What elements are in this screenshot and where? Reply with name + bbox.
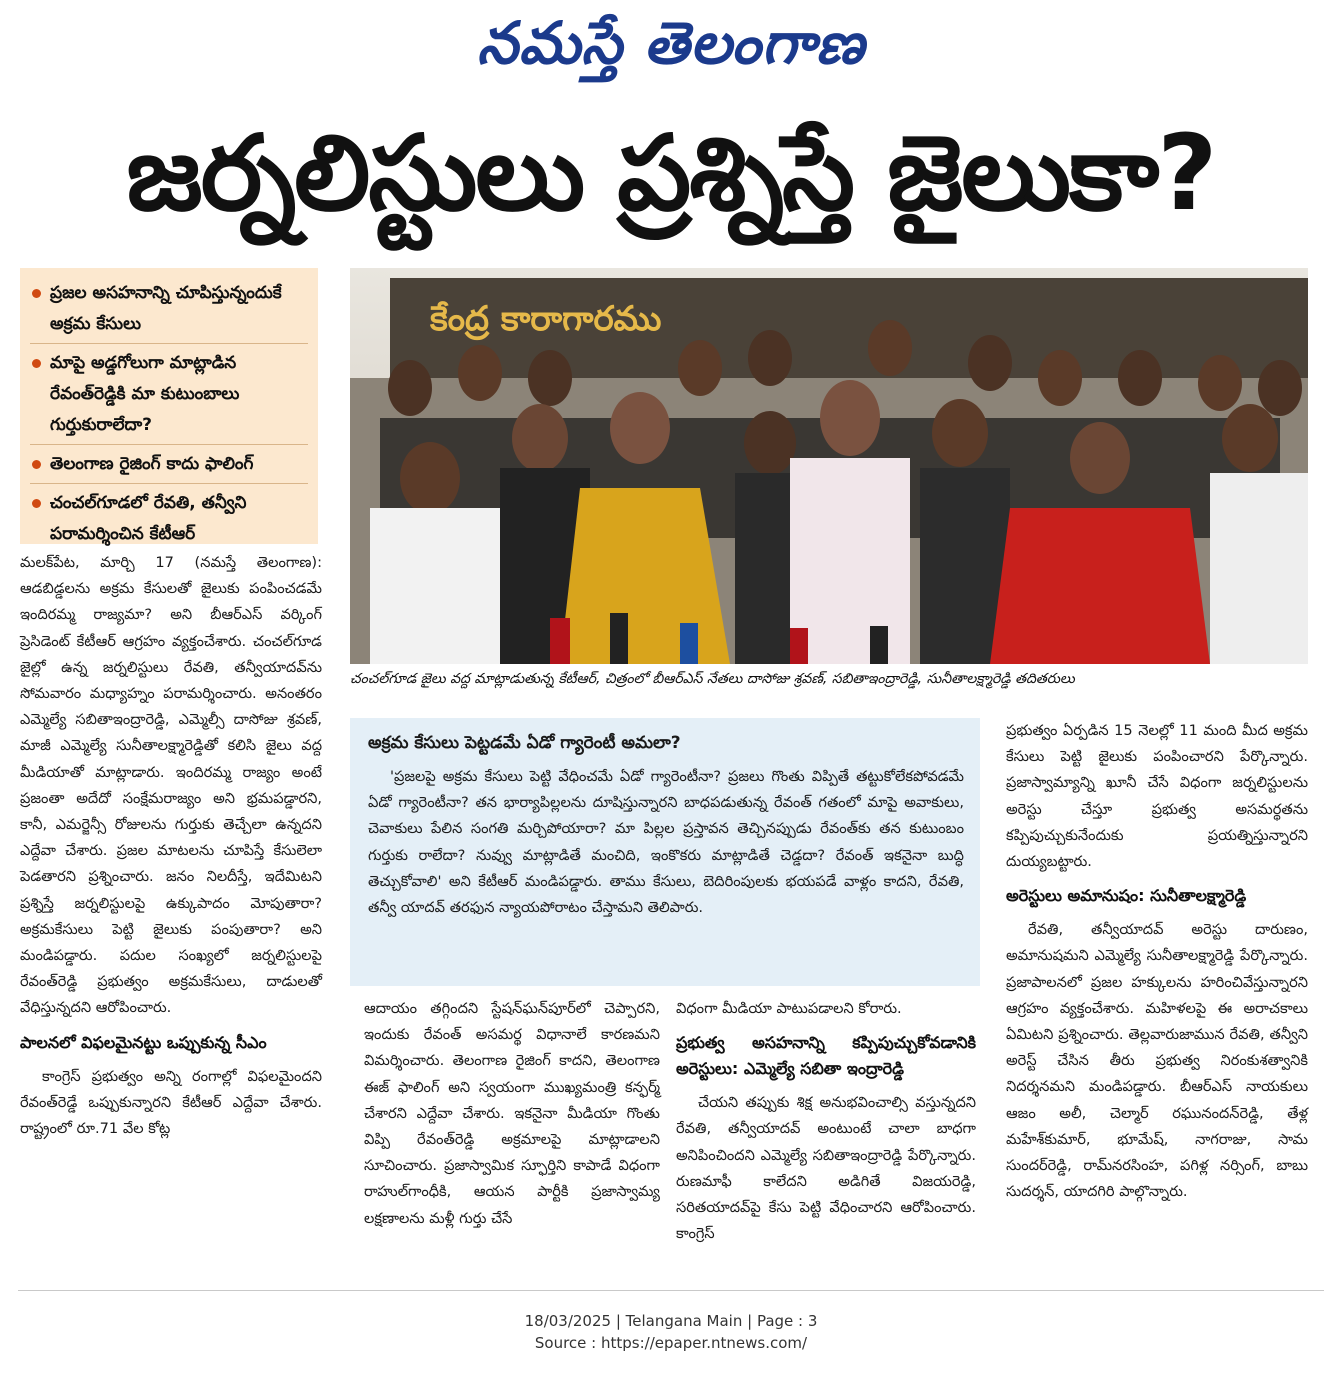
highlight-text: తెలంగాణ రైజింగ్ కాదు ఫాలింగ్	[50, 454, 254, 474]
article-column-2	[364, 996, 660, 1281]
news-photo	[350, 268, 1308, 664]
photo-caption: చంచల్‌గూడ జైలు వద్ద మాట్లాడుతున్న కేటీఆర్, చిత్రంలో బీఆర్‌ఎస్ నేతలు దాసోజు శ్రవణ్, సబితాఇంద్రారెడ్డి, సునీతాలక్ష్మారెడ్డి తదితరులు	[350, 671, 1075, 687]
article-paragraph: చేయని తప్పుకు శిక్ష అనుభవించాల్సి వస్తున్నదని రేవతి, తన్వీయాదవ్ అంటుంటే చాలా బాధగా అనిపించిందని ఎమ్మెల్యే సబితాఇంద్రారెడ్డి పేర్కొన్నారు. రుణమాఫీ కాలేదని అడిగితే విజయరెడ్డి, సరితయాదవ్‌పై కేసు పెట్టి వేధించారని ఆరోపించారు. కాంగ్రెస్	[676, 1094, 976, 1243]
highlight-item	[30, 488, 308, 553]
bullet-icon	[32, 499, 41, 508]
box-title: అక్రమ కేసులు పెట్టడమే ఏడో గ్యారెంటీ అమలా?	[368, 733, 681, 753]
article-paragraph: మలక్‌పేట, మార్చి 17 (నమస్తే తెలంగాణ): ఆడబిడ్డలను అక్రమ కేసులతో జైలుకు పంపించడమే ఇందిరమ్మ రాజ్యమా? అని బీఆర్‌ఎస్ వర్కింగ్ ప్రెసిడెంట్ కేటీఆర్ ఆగ్రహం వ్యక్తంచేశారు. చంచల్‌గూడ జైల్లో ఉన్న జర్నలిస్టులు రేవతి, తన్వీయాదవ్‌ను సోమవారం మధ్యాహ్నం పరామర్శించారు. అనంతరం ఎమ్మెల్యే సబితాఇంద్రారెడ్డి, ఎమ్మెల్సీ దాసోజు శ్రవణ్, మాజీ ఎమ్మెల్యే సునీతాలక్ష్మారెడ్డితో కలిసి జైలు వద్ద మీడియాతో మాట్లాడారు. ఇందిరమ్మ రాజ్యం అంటే ప్రజంతా అదేదో సంక్షేమరాజ్యం అని భ్రమపడ్డారని, కానీ, ఎమర్జెన్సీ రోజులను గుర్తుకు తెచ్చేలా ఉన్నదని ఎద్దేవా చేశారు. ప్రజల మాటలను చూపిస్తే కేసులెలా పెడతారని ప్రశ్నించారు. జనం నిలదీస్తే, ఇదేమిటని ప్రశ్నిస్తే జర్నలిస్టులపై ఉక్కుపాదం మోపుతారా? అక్రమకేసులు పెట్టి జైలుకు పంపుతారా? అని మండిపడ్డారు. పదుల సంఖ్యలో జర్నలిస్టులపై రేవంత్‌రెడ్డి ప్రభుత్వం అక్రమకేసులు, దాడులతో వేధిస్తున్నదని ఆరోపించారు.	[20, 554, 322, 1017]
highlight-item	[30, 278, 308, 344]
highlight-text: చంచల్‌గూడలో రేవతి, తన్వీని పరామర్శించిన కేటీఆర్	[50, 493, 247, 544]
highlight-text: మాపై అడ్డగోలుగా మాట్లాడిన రేవంత్‌రెడ్డికి మా కుటుంబాలు గుర్తుకురాలేదా?	[50, 353, 240, 435]
article-paragraph: కాంగ్రెస్ ప్రభుత్వం అన్ని రంగాల్లో విఫలమైందని రేవంత్‌రెడ్డే ఒప్పుకున్నారని కేటీఆర్ ఎద్దేవా చేశారు. రాష్ట్రంలో రూ.71 వేల కోట్ల	[20, 1067, 322, 1138]
article-subheading: అరెస్టులు అమానుషం: సునీతాలక్ష్మారెడ్డి	[1006, 886, 1247, 906]
article-paragraph: విధంగా మీడియా పాటుపడాలని కోరారు.	[676, 1000, 902, 1017]
article-subheading: ప్రభుత్వ అసహనాన్ని కప్పిపుచ్చుకోవడానికి అరెస్టులు: ఎమ్మెల్యే సబితా ఇంద్రారెడ్డి	[676, 1033, 976, 1079]
article-paragraph: ప్రభుత్వం ఏర్పడిన 15 నెలల్లో 11 మంది మీద అక్రమ కేసులు పెట్టి జైలుకు పంపించారని పేర్కొన్నారు. ప్రజాస్వామ్యాన్ని ఖూనీ చేసే విధంగా జర్నలిస్టులను అరెస్టు చేస్తూ ప్రభుత్వ అసమర్థతను కప్పిపుచ్చుకునేందుకు ప్రయత్నిస్తున్నారని దుయ్యబట్టారు.	[1006, 722, 1308, 871]
bullet-icon	[32, 289, 41, 298]
bullet-icon	[32, 359, 41, 368]
highlights-box	[20, 268, 318, 544]
newspaper-masthead: నమస్తే తెలంగాణ	[477, 9, 865, 77]
article-paragraph: ఆదాయం తగ్గిందని స్టేషన్‌ఘన్‌పూర్‌లో చెప్పారని, ఇందుకు రేవంత్ అసమర్థ విధానాలే కారణమని విమర్శించారు. తెలంగాణ రైజింగ్ కాదని, తెలంగాణ ఈజ్ ఫాలింగ్ అని స్వయంగా ముఖ్యమంత్రి కన్ఫర్మ్ చేశారని ఎద్దేవా చేశారు. ఇకనైనా మీడియా గొంతు విప్పి రేవంత్‌రెడ్డి అక్రమాలపై మాట్లాడాలని సూచించారు. ప్రజాస్వామిక స్ఫూర్తిని కాపాడే విధంగా రాహుల్‌గాంధీకి, ఆయన పార్టీకి ప్రజాస్వామ్య లక్షణాలను మళ్లీ గుర్తు చేసే	[364, 1000, 660, 1227]
footer-date-line: 18/03/2025 | Telangana Main | Page : 3	[524, 1312, 818, 1330]
article-paragraph: రేవతి, తన్వీయాదవ్ అరెస్టు దారుణం, అమానుషమని ఎమ్మెల్యే సునీతాలక్ష్మారెడ్డి పేర్కొన్నారు. ప్రజాపాలనలో ప్రజల హక్కులను హరించివేస్తున్నారని ఆగ్రహం వ్యక్తంచేశారు. మహిళలపై ఈ అరాచకాలు ఏమిటని ప్రశ్నించారు. తెల్లవారుజామున రేవతి, తన్వీని అరెస్ట్ చేసిన తీరు ప్రభుత్వ నిరంకుశత్వానికి నిదర్శనమని మండిపడ్డారు. బీఆర్‌ఎస్ నాయకులు ఆజం అలీ, చెల్మార్ రఘునందన్‌రెడ్డి, తేళ్ల మహేశ్‌కుమార్, భూమేష్, నాగరాజు, సామ సుందర్‌రెడ్డి, రామ్‌నరసింహ, పగిళ్ల నర్సింగ్, బాబు సుదర్శన్, యాదగిరి పాల్గొన్నారు.	[1006, 921, 1308, 1201]
highlight-quote-box	[350, 718, 980, 986]
bullet-icon	[32, 460, 41, 469]
prison-sign-text: కేంద్ర కారాగారము	[430, 299, 662, 339]
article-subheading: పాలనలో విఫలమైనట్టు ఒప్పుకున్న సీఎం	[20, 1032, 267, 1052]
article-headline: జర్నలిస్టులు ప్రశ్నిస్తే జైలుకా?	[126, 112, 1216, 234]
box-body: 'ప్రజలపై అక్రమ కేసులు పెట్టి వేధించమే ఏడో గ్యారెంటీనా? ప్రజలు గొంతు విప్పితే తట్టుకోలేకపోవడమే ఏడో గ్యారెంటీనా? తన భార్యాపిల్లలను దూషిస్తున్నారని బాధపడుతున్న రేవంత్ గతంలో మాపై అవాకులు, చెవాకులు పేలిన సంగతి మర్చిపోయారా? మా పిల్లల ప్రస్తావన తెచ్చినప్పుడు రేవంత్‌కు తన కుటుంబం గుర్తుకు రాలేదా? నువ్వు మాట్లాడితే మంచిది, ఇంకొకరు మాట్లాడితే చెడ్డదా? రేవంత్ ఇకనైనా బుద్ధి తెచ్చుకోవాలి' అని కేటీఆర్ మండిపడ్డారు. తాము కేసులు, బెదిరింపులకు భయపడే వాళ్లం కాదని, రేవతి, తన్వీ యాదవ్ తరఫున న్యాయపోరాటం చేస్తామని తెలిపారు.	[368, 768, 964, 917]
footer-divider	[18, 1290, 1324, 1291]
group-photo-illustration	[350, 268, 1308, 664]
article-column-4	[1006, 718, 1308, 1283]
highlight-text: ప్రజల అసహనాన్ని చూపిస్తున్నందుకే అక్రమ కేసులు	[50, 283, 282, 334]
highlight-item	[30, 449, 308, 484]
highlight-item	[30, 348, 308, 445]
article-column-1	[20, 550, 322, 1285]
article-column-3	[676, 996, 976, 1281]
footer-source-link[interactable]: Source : https://epaper.ntnews.com/	[534, 1334, 808, 1352]
